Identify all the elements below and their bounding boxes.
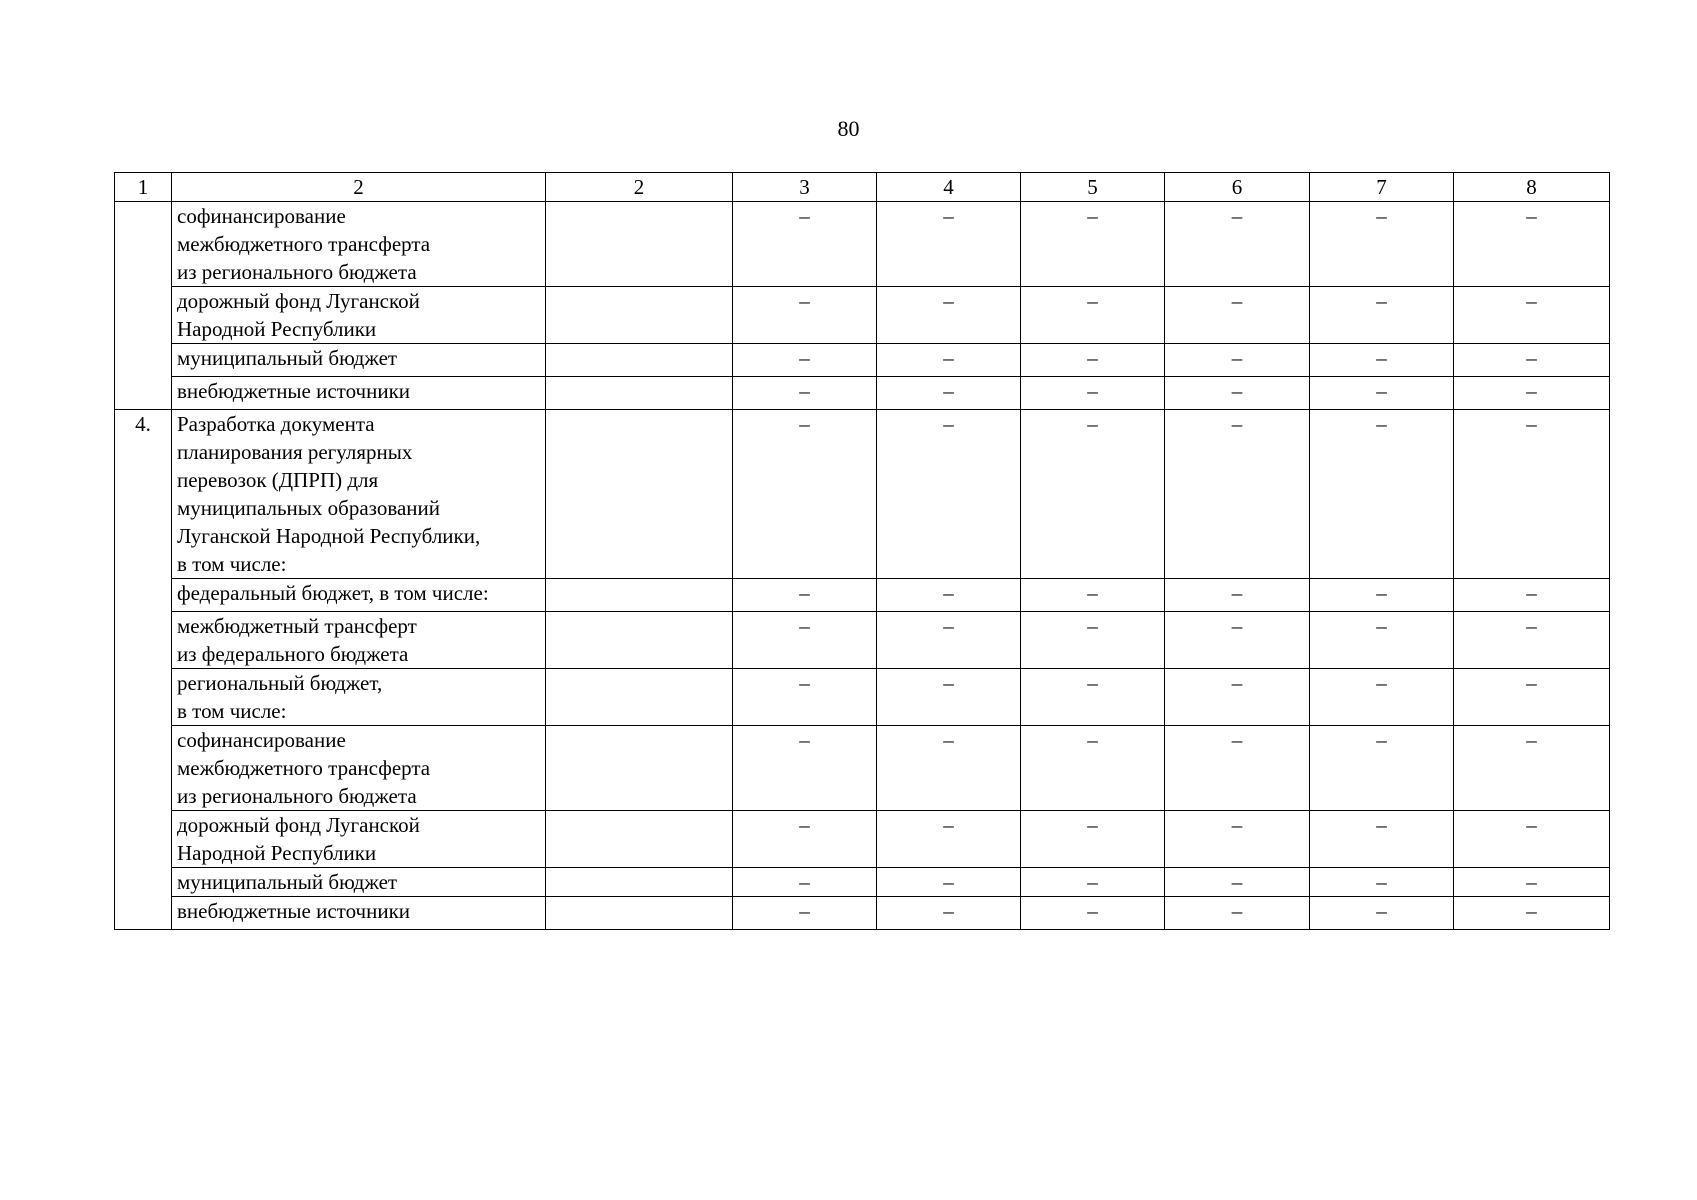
dash-cell: – [1165, 202, 1310, 287]
dash-cell: – [733, 897, 877, 930]
empty-cell [546, 612, 733, 669]
header-cell: 8 [1454, 173, 1610, 202]
table-row [115, 897, 1610, 930]
dash-cell: – [1454, 344, 1610, 377]
row-number: 4. [115, 410, 172, 930]
dash-cell: – [1454, 579, 1610, 612]
dash-cell: – [1310, 897, 1454, 930]
dash-cell: – [1021, 811, 1165, 868]
dash-cell: – [1454, 868, 1610, 897]
dash-cell: – [1021, 377, 1165, 410]
row-label: Разработка документа планирования регулярных перевозок (ДПРП) для муниципальных образований Луганской Народной Республики, в том числе: [172, 410, 546, 579]
row-label: внебюджетные источники [172, 897, 546, 930]
dash-cell: – [1310, 377, 1454, 410]
table-row [115, 410, 1610, 579]
dash-cell: – [1021, 344, 1165, 377]
dash-cell: – [733, 377, 877, 410]
dash-cell: – [877, 579, 1021, 612]
row-label: муниципальный бюджет [172, 344, 546, 377]
empty-cell [546, 410, 733, 579]
dash-cell: – [877, 897, 1021, 930]
dash-cell: – [733, 287, 877, 344]
empty-cell [546, 377, 733, 410]
dash-cell: – [1310, 410, 1454, 579]
header-cell: 7 [1310, 173, 1454, 202]
page-number: 80 [837, 116, 860, 141]
dash-cell: – [1165, 868, 1310, 897]
dash-cell: – [1165, 344, 1310, 377]
table-row [115, 726, 1610, 811]
dash-cell: – [877, 868, 1021, 897]
dash-cell: – [733, 669, 877, 726]
dash-cell: – [1165, 579, 1310, 612]
dash-cell: – [877, 669, 1021, 726]
dash-cell: – [1165, 669, 1310, 726]
table-row [115, 202, 1610, 287]
dash-cell: – [733, 811, 877, 868]
dash-cell: – [877, 202, 1021, 287]
dash-cell: – [1165, 377, 1310, 410]
header-cell: 3 [733, 173, 877, 202]
dash-cell: – [877, 344, 1021, 377]
dash-cell: – [733, 410, 877, 579]
row-label: софинансирование межбюджетного трансферта из регионального бюджета [172, 202, 546, 287]
header-row [115, 173, 1610, 202]
row-label: федеральный бюджет, в том числе: [172, 579, 546, 612]
dash-cell: – [1454, 612, 1610, 669]
row-label: софинансирование межбюджетного трансферта из регионального бюджета [172, 726, 546, 811]
dash-cell: – [1310, 669, 1454, 726]
dash-cell: – [1165, 410, 1310, 579]
row-number [115, 202, 172, 410]
table-row [115, 579, 1610, 612]
row-label: межбюджетный трансферт из федерального бюджета [172, 612, 546, 669]
header-cell: 5 [1021, 173, 1165, 202]
dash-cell: – [1454, 202, 1610, 287]
empty-cell [546, 897, 733, 930]
dash-cell: – [733, 612, 877, 669]
dash-cell: – [1310, 726, 1454, 811]
dash-cell: – [1454, 287, 1610, 344]
row-label: внебюджетные источники [172, 377, 546, 410]
dash-cell: – [1021, 287, 1165, 344]
dash-cell: – [1454, 726, 1610, 811]
row-label: региональный бюджет, в том числе: [172, 669, 546, 726]
dash-cell: – [1310, 344, 1454, 377]
header-cell: 2 [172, 173, 546, 202]
dash-cell: – [1021, 726, 1165, 811]
dash-cell: – [1310, 612, 1454, 669]
row-label: муниципальный бюджет [172, 868, 546, 897]
dash-cell: – [1310, 202, 1454, 287]
dash-cell: – [733, 726, 877, 811]
dash-cell: – [1021, 669, 1165, 726]
header-cell: 4 [877, 173, 1021, 202]
empty-cell [546, 202, 733, 287]
table-row [115, 811, 1610, 868]
dash-cell: – [1454, 377, 1610, 410]
dash-cell: – [733, 344, 877, 377]
dash-cell: – [1165, 897, 1310, 930]
dash-cell: – [1454, 410, 1610, 579]
dash-cell: – [1310, 579, 1454, 612]
header-cell: 1 [115, 173, 172, 202]
dash-cell: – [877, 612, 1021, 669]
table-row [115, 868, 1610, 897]
dash-cell: – [733, 868, 877, 897]
dash-cell: – [1310, 868, 1454, 897]
financing-table [114, 172, 1610, 930]
row-label: дорожный фонд Луганской Народной Республики [172, 811, 546, 868]
empty-cell [546, 287, 733, 344]
dash-cell: – [877, 410, 1021, 579]
dash-cell: – [1454, 897, 1610, 930]
table-row [115, 287, 1610, 344]
empty-cell [546, 811, 733, 868]
dash-cell: – [1310, 287, 1454, 344]
dash-cell: – [877, 377, 1021, 410]
dash-cell: – [1021, 202, 1165, 287]
dash-cell: – [1165, 287, 1310, 344]
row-label: дорожный фонд Луганской Народной Республики [172, 287, 546, 344]
dash-cell: – [1165, 811, 1310, 868]
table-row [115, 669, 1610, 726]
dash-cell: – [877, 287, 1021, 344]
empty-cell [546, 344, 733, 377]
empty-cell [546, 868, 733, 897]
dash-cell: – [1165, 612, 1310, 669]
dash-cell: – [1454, 669, 1610, 726]
table-row [115, 612, 1610, 669]
dash-cell: – [1021, 868, 1165, 897]
table-row [115, 344, 1610, 377]
dash-cell: – [1021, 612, 1165, 669]
table-row [115, 377, 1610, 410]
empty-cell [546, 579, 733, 612]
dash-cell: – [1165, 726, 1310, 811]
dash-cell: – [1454, 811, 1610, 868]
dash-cell: – [1021, 897, 1165, 930]
header-cell: 6 [1165, 173, 1310, 202]
dash-cell: – [733, 202, 877, 287]
dash-cell: – [1021, 410, 1165, 579]
dash-cell: – [877, 726, 1021, 811]
header-cell: 2 [546, 173, 733, 202]
dash-cell: – [1021, 579, 1165, 612]
empty-cell [546, 669, 733, 726]
dash-cell: – [733, 579, 877, 612]
dash-cell: – [1310, 811, 1454, 868]
dash-cell: – [877, 811, 1021, 868]
empty-cell [546, 726, 733, 811]
